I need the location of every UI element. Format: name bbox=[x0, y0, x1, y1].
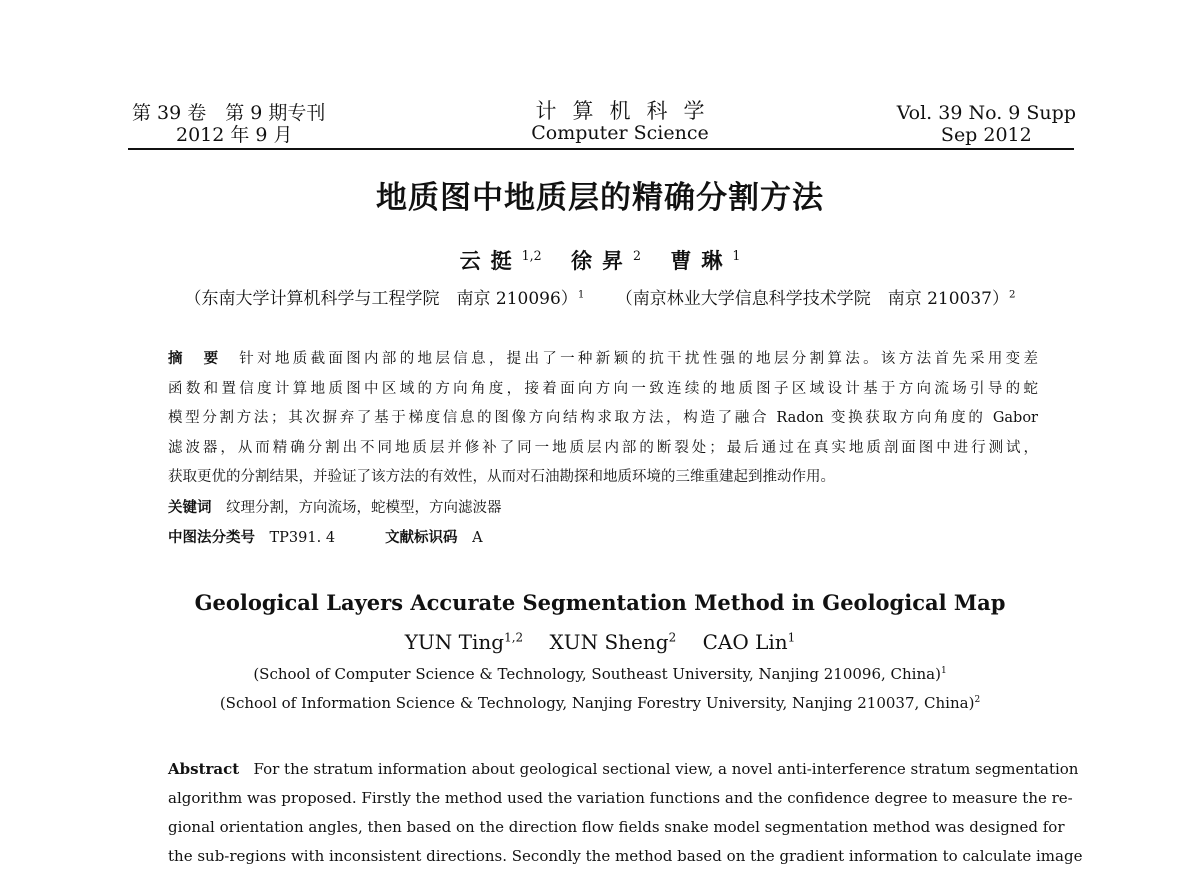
abstract-cn-line-5: 获取更优的分割结果，并验证了该方法的有效性，从而对石油勘探和地质环境的三维重建起到推动作用。 bbox=[168, 469, 835, 485]
authors-en bbox=[0, 630, 1200, 654]
affiliation-cn-2: （南京林业大学信息科学技术学院 南京 210037） bbox=[615, 289, 1010, 309]
doc-code-value: A bbox=[472, 530, 483, 546]
journal-volume-en bbox=[897, 102, 1076, 146]
author-cn-3: 曹琳 bbox=[670, 248, 733, 273]
author-en-2-sup: 2 bbox=[668, 630, 677, 645]
volume-issue-text: 第 39 卷 第 9 期专刊 bbox=[132, 102, 326, 124]
classification-line bbox=[168, 526, 483, 547]
abstract-en-line-3: gional orientation angles, then based on the direction flow fields snake model segmentation method was designed for bbox=[168, 818, 1065, 836]
author-cn-3-sup: 1 bbox=[732, 248, 741, 263]
affiliation-en-1 bbox=[0, 665, 1200, 683]
abstract-cn-line-2: 函数和置信度计算地质图中区域的方向角度，接着面向方向一致连续的地质图子区域设计基于方向流场引导的蛇 bbox=[168, 380, 1038, 397]
abstract-en-text-1: For the stratum information about geological sectional view, a novel anti-interference stratum segmentation bbox=[253, 760, 1079, 778]
affiliation-cn-2-sup: 2 bbox=[1009, 289, 1016, 301]
abstract-cn bbox=[168, 344, 1038, 493]
journal-name-cn: 计算机科学 bbox=[535, 99, 721, 123]
affiliation-cn-1: （东南大学计算机科学与工程学院 南京 210096） bbox=[184, 289, 578, 309]
abstract-cn-line-1 bbox=[168, 344, 1038, 375]
author-cn-2: 徐昇 bbox=[571, 248, 633, 273]
abstract-cn-line-3: 模型分割方法；其次摒弃了基于梯度信息的图像方向结构求取方法，构造了融合 Radon 变换获取方向角度的 Gabor bbox=[168, 410, 1038, 426]
abstract-en-label: Abstract bbox=[168, 760, 240, 778]
affiliation-en-1-sup: 1 bbox=[940, 666, 947, 676]
authors-cn bbox=[0, 245, 1200, 275]
paper-title-en: Geological Layers Accurate Segmentation Method in Geological Map bbox=[194, 590, 1006, 615]
paper-title-cn: 地质图中地质层的精确分割方法 bbox=[376, 180, 824, 216]
date-en-text: Sep 2012 bbox=[940, 124, 1032, 146]
abstract-en-line-2: algorithm was proposed. Firstly the method used the variation functions and the confidence degree to measure the re- bbox=[168, 789, 1073, 807]
header-rule bbox=[128, 148, 1074, 150]
journal-name-en: Computer Science bbox=[531, 122, 709, 144]
affiliation-cn-1-sup: 1 bbox=[577, 289, 585, 301]
affiliations-cn bbox=[0, 284, 1200, 309]
author-en-1-sup: 1,2 bbox=[504, 630, 524, 645]
author-cn-1-sup: 1,2 bbox=[521, 248, 542, 263]
affiliation-en-2-sup: 2 bbox=[974, 695, 981, 705]
clc-label: 中图法分类号 bbox=[168, 529, 255, 546]
clc-value: TP391. 4 bbox=[269, 530, 336, 546]
journal-name bbox=[450, 100, 790, 144]
journal-volume-issue bbox=[132, 102, 325, 146]
issue-date-text: 2012 年 9 月 bbox=[176, 124, 293, 146]
abstract-cn-line-4: 滤波器，从而精确分割出不同地质层并修补了同一地质层内部的断裂处；最后通过在真实地质剖面图中进行测试， bbox=[168, 439, 1038, 456]
author-en-3: CAO Lin bbox=[702, 630, 788, 654]
abstract-en bbox=[168, 755, 1083, 871]
affiliation-en-2-text: (School of Information Science & Technology, Nanjing Forestry University, Nanjing 210037, China) bbox=[219, 694, 975, 712]
author-en-3-sup: 1 bbox=[787, 630, 796, 645]
abstract-en-line-1 bbox=[168, 755, 1079, 784]
author-en-2: XUN Sheng bbox=[549, 630, 669, 654]
keywords-cn-label: 关键词 bbox=[168, 499, 212, 516]
abstract-cn-text-1: 针对地质截面图内部的地层信息，提出了一种新颖的抗干扰性强的地层分割算法。该方法首先采用变差 bbox=[239, 351, 1039, 367]
doc-code-label: 文献标识码 bbox=[385, 529, 458, 546]
abstract-en-line-4: the sub-regions with inconsistent directions. Secondly the method based on the gradient information to calculate image bbox=[168, 847, 1083, 865]
keywords-cn-value: 纹理分割，方向流场，蛇模型，方向滤波器 bbox=[226, 500, 502, 516]
author-en-1: YUN Ting bbox=[404, 630, 505, 654]
keywords-cn bbox=[168, 496, 502, 517]
author-cn-1: 云挺 bbox=[459, 248, 522, 273]
affiliation-en-1-text: (School of Computer Science & Technology, Southeast University, Nanjing 210096, China) bbox=[253, 665, 941, 683]
affiliation-en-2 bbox=[0, 694, 1200, 712]
author-cn-2-sup: 2 bbox=[633, 248, 642, 263]
abstract-cn-label: 摘 要 bbox=[168, 350, 222, 367]
volume-en-text: Vol. 39 No. 9 Supp bbox=[896, 102, 1076, 124]
